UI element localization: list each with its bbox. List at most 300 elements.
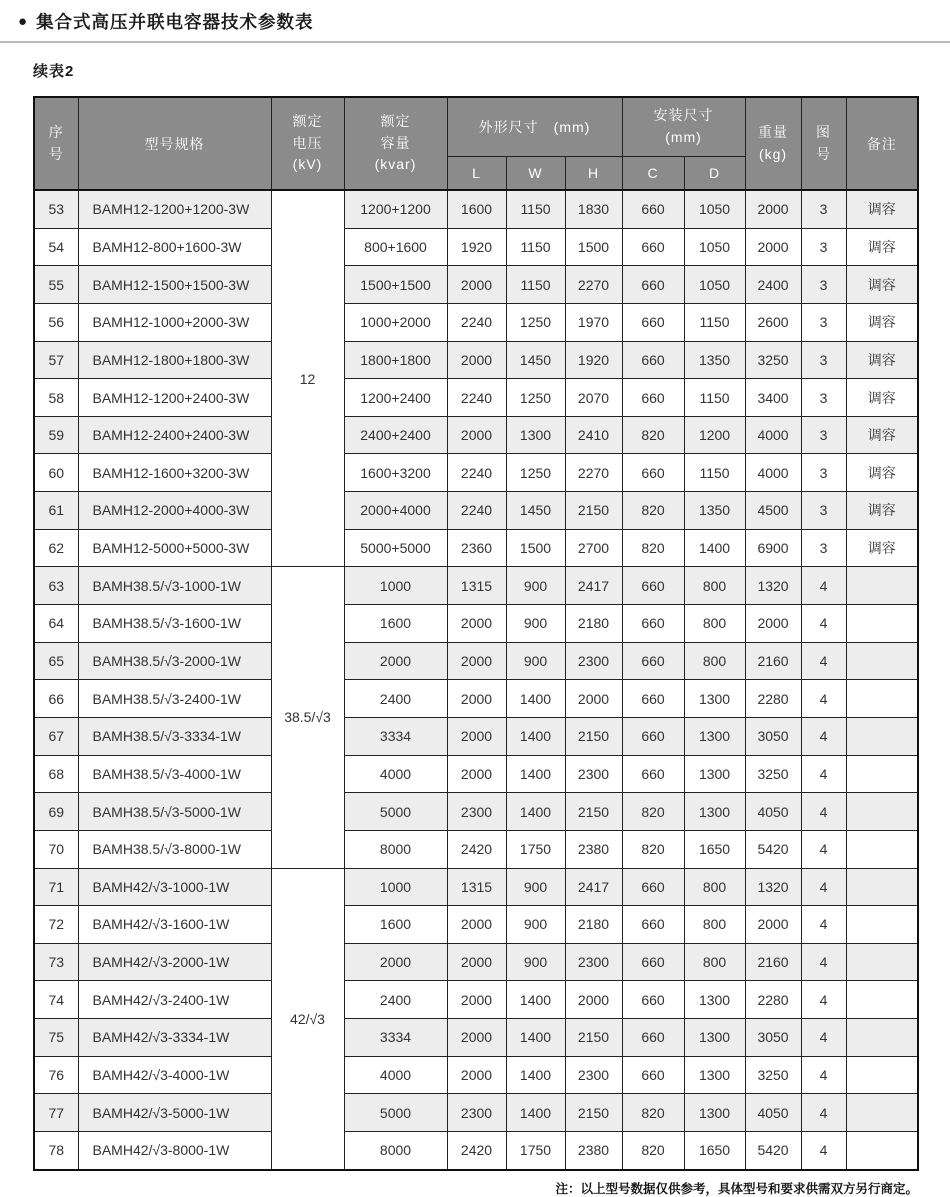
- cell-capacity: 2000: [344, 642, 447, 680]
- cell-dim-h: 1920: [565, 341, 622, 379]
- cell-install-c: 660: [622, 454, 684, 492]
- cell-dim-h: 1500: [565, 228, 622, 266]
- cell-weight: 3250: [745, 341, 801, 379]
- header-rated-voltage: 额定 电压 (kV): [271, 97, 344, 190]
- cell-remark: 调容: [846, 303, 918, 341]
- cell-figure: 4: [801, 1132, 846, 1170]
- cell-install-d: 1300: [684, 1019, 745, 1057]
- cell-dim-w: 1400: [506, 717, 565, 755]
- spec-table: [33, 96, 919, 1171]
- table-row: [34, 981, 918, 1019]
- cell-capacity: 8000: [344, 830, 447, 868]
- header-install-d: D: [684, 157, 745, 191]
- cell-install-c: 660: [622, 680, 684, 718]
- cell-remark: [846, 906, 918, 944]
- cell-model: BAMH42/√3-5000-1W: [78, 1094, 271, 1132]
- cell-weight: 3050: [745, 1019, 801, 1057]
- cell-weight: 5420: [745, 1132, 801, 1170]
- cell-seq: 65: [34, 642, 78, 680]
- cell-seq: 53: [34, 190, 78, 228]
- cell-seq: 62: [34, 529, 78, 567]
- cell-remark: [846, 868, 918, 906]
- cell-dim-h: 2380: [565, 1132, 622, 1170]
- continued-table-label: 续表2: [33, 63, 75, 80]
- cell-remark: [846, 605, 918, 643]
- cell-capacity: 5000: [344, 1094, 447, 1132]
- cell-capacity: 5000+5000: [344, 529, 447, 567]
- cell-model: BAMH38.5/√3-2000-1W: [78, 642, 271, 680]
- cell-remark: [846, 1132, 918, 1170]
- cell-install-c: 660: [622, 868, 684, 906]
- header-dim-l: L: [447, 157, 506, 191]
- table-row: [34, 830, 918, 868]
- cell-dim-l: 2300: [447, 1094, 506, 1132]
- table-row: [34, 567, 918, 605]
- cell-weight: 4500: [745, 492, 801, 530]
- cell-model: BAMH42/√3-3334-1W: [78, 1019, 271, 1057]
- cell-model: BAMH12-5000+5000-3W: [78, 529, 271, 567]
- cell-remark: 调容: [846, 416, 918, 454]
- cell-weight: 2000: [745, 605, 801, 643]
- cell-install-c: 660: [622, 717, 684, 755]
- cell-capacity: 1000: [344, 567, 447, 605]
- cell-figure: 4: [801, 755, 846, 793]
- cell-dim-h: 2150: [565, 1019, 622, 1057]
- cell-dim-w: 1400: [506, 755, 565, 793]
- cell-dim-h: 2417: [565, 567, 622, 605]
- cell-install-d: 800: [684, 868, 745, 906]
- cell-dim-w: 1400: [506, 1094, 565, 1132]
- cell-model: BAMH38.5/√3-8000-1W: [78, 830, 271, 868]
- cell-dim-h: 2300: [565, 943, 622, 981]
- cell-seq: 59: [34, 416, 78, 454]
- table-body: [34, 190, 918, 1170]
- cell-seq: 67: [34, 717, 78, 755]
- cell-install-d: 800: [684, 906, 745, 944]
- cell-model: BAMH12-1800+1800-3W: [78, 341, 271, 379]
- cell-install-d: 800: [684, 605, 745, 643]
- cell-capacity: 8000: [344, 1132, 447, 1170]
- cell-dim-w: 900: [506, 605, 565, 643]
- cell-model: BAMH12-800+1600-3W: [78, 228, 271, 266]
- cell-dim-w: 1400: [506, 680, 565, 718]
- cell-dim-l: 1315: [447, 567, 506, 605]
- cell-figure: 4: [801, 1019, 846, 1057]
- cell-install-d: 800: [684, 943, 745, 981]
- header-outline-dims-group: 外形尺寸 (mm): [447, 97, 622, 157]
- cell-remark: 调容: [846, 266, 918, 304]
- cell-capacity: 1000: [344, 868, 447, 906]
- header-install-dims-group: 安装尺寸 (mm): [622, 97, 745, 157]
- cell-install-d: 800: [684, 567, 745, 605]
- cell-dim-l: 2000: [447, 1019, 506, 1057]
- cell-dim-w: 1150: [506, 228, 565, 266]
- cell-dim-l: 2000: [447, 341, 506, 379]
- cell-capacity: 1800+1800: [344, 341, 447, 379]
- table-row: [34, 416, 918, 454]
- cell-install-c: 660: [622, 755, 684, 793]
- cell-dim-l: 2240: [447, 303, 506, 341]
- cell-dim-h: 2150: [565, 1094, 622, 1132]
- cell-seq: 63: [34, 567, 78, 605]
- cell-dim-l: 2000: [447, 266, 506, 304]
- cell-dim-w: 1450: [506, 341, 565, 379]
- cell-weight: 4000: [745, 454, 801, 492]
- cell-seq: 57: [34, 341, 78, 379]
- cell-install-c: 660: [622, 266, 684, 304]
- cell-install-d: 800: [684, 642, 745, 680]
- cell-weight: 2000: [745, 906, 801, 944]
- table-row: [34, 1019, 918, 1057]
- table-row: [34, 642, 918, 680]
- cell-figure: 3: [801, 529, 846, 567]
- cell-seq: 60: [34, 454, 78, 492]
- cell-install-c: 660: [622, 943, 684, 981]
- table-row: [34, 190, 918, 228]
- cell-install-c: 660: [622, 303, 684, 341]
- table-row: [34, 529, 918, 567]
- bullet-icon: ●: [18, 13, 29, 30]
- cell-model: BAMH12-2000+4000-3W: [78, 492, 271, 530]
- cell-dim-l: 2000: [447, 981, 506, 1019]
- cell-figure: 4: [801, 906, 846, 944]
- cell-weight: 1320: [745, 868, 801, 906]
- cell-install-d: 1300: [684, 1056, 745, 1094]
- cell-dim-w: 900: [506, 567, 565, 605]
- cell-model: BAMH38.5/√3-3334-1W: [78, 717, 271, 755]
- cell-install-c: 660: [622, 981, 684, 1019]
- cell-dim-w: 1750: [506, 1132, 565, 1170]
- table-row: [34, 454, 918, 492]
- header-seq: 序 号: [34, 97, 78, 190]
- cell-weight: 2160: [745, 943, 801, 981]
- table-row: [34, 717, 918, 755]
- cell-install-c: 820: [622, 416, 684, 454]
- cell-install-d: 1300: [684, 680, 745, 718]
- cell-install-c: 660: [622, 906, 684, 944]
- cell-dim-w: 1500: [506, 529, 565, 567]
- cell-remark: 调容: [846, 379, 918, 417]
- cell-weight: 4000: [745, 416, 801, 454]
- cell-dim-w: 1250: [506, 379, 565, 417]
- cell-install-c: 660: [622, 341, 684, 379]
- cell-model: BAMH42/√3-2000-1W: [78, 943, 271, 981]
- cell-install-d: 1400: [684, 529, 745, 567]
- cell-weight: 2160: [745, 642, 801, 680]
- cell-weight: 4050: [745, 793, 801, 831]
- cell-model: BAMH42/√3-2400-1W: [78, 981, 271, 1019]
- cell-install-c: 660: [622, 642, 684, 680]
- cell-dim-h: 2070: [565, 379, 622, 417]
- cell-model: BAMH38.5/√3-5000-1W: [78, 793, 271, 831]
- cell-dim-h: 2700: [565, 529, 622, 567]
- cell-weight: 2280: [745, 680, 801, 718]
- cell-dim-l: 2000: [447, 416, 506, 454]
- cell-dim-l: 2000: [447, 943, 506, 981]
- cell-remark: 调容: [846, 529, 918, 567]
- cell-weight: 2400: [745, 266, 801, 304]
- cell-remark: [846, 717, 918, 755]
- cell-install-c: 820: [622, 1132, 684, 1170]
- cell-figure: 4: [801, 1094, 846, 1132]
- cell-dim-l: 2000: [447, 717, 506, 755]
- table-row: [34, 266, 918, 304]
- table-row: [34, 492, 918, 530]
- cell-capacity: 2400: [344, 680, 447, 718]
- cell-weight: 1320: [745, 567, 801, 605]
- cell-capacity: 3334: [344, 1019, 447, 1057]
- header-remark: 备注: [846, 97, 918, 190]
- cell-voltage: 38.5/√3: [271, 567, 344, 868]
- cell-seq: 55: [34, 266, 78, 304]
- cell-figure: 3: [801, 454, 846, 492]
- cell-install-d: 1200: [684, 416, 745, 454]
- cell-dim-l: 2000: [447, 605, 506, 643]
- cell-remark: [846, 1056, 918, 1094]
- cell-figure: 4: [801, 981, 846, 1019]
- cell-dim-h: 2417: [565, 868, 622, 906]
- cell-remark: [846, 680, 918, 718]
- cell-seq: 68: [34, 755, 78, 793]
- header-figure-no: 图 号: [801, 97, 846, 190]
- cell-dim-l: 2000: [447, 642, 506, 680]
- cell-seq: 72: [34, 906, 78, 944]
- cell-install-d: 1300: [684, 793, 745, 831]
- cell-remark: [846, 642, 918, 680]
- cell-capacity: 2400+2400: [344, 416, 447, 454]
- cell-weight: 2600: [745, 303, 801, 341]
- cell-figure: 4: [801, 868, 846, 906]
- cell-model: BAMH38.5/√3-1600-1W: [78, 605, 271, 643]
- cell-dim-w: 1400: [506, 981, 565, 1019]
- cell-install-d: 1150: [684, 379, 745, 417]
- cell-model: BAMH12-1200+2400-3W: [78, 379, 271, 417]
- cell-dim-l: 2420: [447, 830, 506, 868]
- cell-remark: [846, 755, 918, 793]
- cell-dim-l: 1920: [447, 228, 506, 266]
- cell-capacity: 1200+1200: [344, 190, 447, 228]
- cell-seq: 61: [34, 492, 78, 530]
- cell-figure: 4: [801, 717, 846, 755]
- cell-remark: 调容: [846, 228, 918, 266]
- table-row: [34, 228, 918, 266]
- cell-dim-l: 2300: [447, 793, 506, 831]
- cell-figure: 4: [801, 680, 846, 718]
- cell-install-d: 1300: [684, 755, 745, 793]
- cell-install-c: 820: [622, 1094, 684, 1132]
- cell-dim-l: 2360: [447, 529, 506, 567]
- cell-capacity: 2400: [344, 981, 447, 1019]
- cell-weight: 2000: [745, 190, 801, 228]
- cell-figure: 3: [801, 190, 846, 228]
- table-row: [34, 303, 918, 341]
- header-dim-w: W: [506, 157, 565, 191]
- cell-install-c: 660: [622, 228, 684, 266]
- header-rated-capacity: 额定 容量 (kvar): [344, 97, 447, 190]
- cell-dim-l: 1600: [447, 190, 506, 228]
- cell-dim-h: 2150: [565, 492, 622, 530]
- cell-remark: [846, 981, 918, 1019]
- cell-model: BAMH12-1000+2000-3W: [78, 303, 271, 341]
- cell-seq: 54: [34, 228, 78, 266]
- cell-remark: 调容: [846, 341, 918, 379]
- cell-dim-h: 2150: [565, 793, 622, 831]
- cell-figure: 3: [801, 416, 846, 454]
- cell-install-d: 1050: [684, 266, 745, 304]
- cell-seq: 77: [34, 1094, 78, 1132]
- cell-model: BAMH38.5/√3-2400-1W: [78, 680, 271, 718]
- cell-weight: 6900: [745, 529, 801, 567]
- cell-figure: 3: [801, 341, 846, 379]
- cell-capacity: 1200+2400: [344, 379, 447, 417]
- cell-seq: 78: [34, 1132, 78, 1170]
- header-install-c: C: [622, 157, 684, 191]
- table-row: [34, 943, 918, 981]
- cell-capacity: 2000: [344, 943, 447, 981]
- cell-dim-w: 1300: [506, 416, 565, 454]
- cell-dim-l: 2240: [447, 379, 506, 417]
- cell-install-c: 660: [622, 190, 684, 228]
- cell-seq: 69: [34, 793, 78, 831]
- cell-voltage: 12: [271, 190, 344, 567]
- cell-model: BAMH38.5/√3-1000-1W: [78, 567, 271, 605]
- cell-weight: 4050: [745, 1094, 801, 1132]
- cell-dim-l: 2000: [447, 755, 506, 793]
- cell-remark: 调容: [846, 454, 918, 492]
- cell-model: BAMH42/√3-1600-1W: [78, 906, 271, 944]
- cell-model: BAMH38.5/√3-4000-1W: [78, 755, 271, 793]
- cell-dim-w: 1400: [506, 793, 565, 831]
- cell-dim-w: 1400: [506, 1019, 565, 1057]
- cell-install-c: 820: [622, 793, 684, 831]
- cell-install-c: 660: [622, 379, 684, 417]
- cell-capacity: 3334: [344, 717, 447, 755]
- table-row: [34, 605, 918, 643]
- cell-dim-h: 2300: [565, 755, 622, 793]
- cell-figure: 4: [801, 1056, 846, 1094]
- cell-dim-l: 1315: [447, 868, 506, 906]
- cell-weight: 5420: [745, 830, 801, 868]
- cell-install-d: 1300: [684, 1094, 745, 1132]
- cell-weight: 3400: [745, 379, 801, 417]
- cell-dim-h: 1830: [565, 190, 622, 228]
- table-header: [34, 97, 918, 190]
- cell-install-c: 820: [622, 492, 684, 530]
- cell-seq: 73: [34, 943, 78, 981]
- table-row: [34, 341, 918, 379]
- cell-remark: 调容: [846, 492, 918, 530]
- cell-dim-l: 2420: [447, 1132, 506, 1170]
- cell-dim-h: 2300: [565, 1056, 622, 1094]
- cell-weight: 3250: [745, 755, 801, 793]
- cell-dim-h: 2180: [565, 906, 622, 944]
- cell-install-c: 660: [622, 567, 684, 605]
- cell-model: BAMH12-1200+1200-3W: [78, 190, 271, 228]
- cell-seq: 71: [34, 868, 78, 906]
- cell-install-d: 1150: [684, 303, 745, 341]
- cell-dim-h: 2180: [565, 605, 622, 643]
- cell-install-d: 1650: [684, 1132, 745, 1170]
- cell-capacity: 1000+2000: [344, 303, 447, 341]
- cell-capacity: 2000+4000: [344, 492, 447, 530]
- table-row: [34, 868, 918, 906]
- table-row: [34, 379, 918, 417]
- cell-dim-l: 2240: [447, 454, 506, 492]
- cell-dim-w: 1150: [506, 266, 565, 304]
- header-dim-h: H: [565, 157, 622, 191]
- cell-capacity: 5000: [344, 793, 447, 831]
- cell-model: BAMH12-1600+3200-3W: [78, 454, 271, 492]
- cell-dim-w: 1750: [506, 830, 565, 868]
- cell-seq: 74: [34, 981, 78, 1019]
- cell-figure: 4: [801, 830, 846, 868]
- cell-dim-h: 2270: [565, 266, 622, 304]
- cell-install-d: 1300: [684, 717, 745, 755]
- cell-install-c: 660: [622, 1019, 684, 1057]
- table-row: [34, 1094, 918, 1132]
- cell-figure: 4: [801, 793, 846, 831]
- footnote: 注：以上型号数据仅供参考，具体型号和要求供需双方另行商定。: [555, 1181, 918, 1196]
- table-row: [34, 680, 918, 718]
- cell-dim-w: 1450: [506, 492, 565, 530]
- cell-remark: [846, 943, 918, 981]
- cell-model: BAMH42/√3-4000-1W: [78, 1056, 271, 1094]
- cell-dim-w: 1250: [506, 454, 565, 492]
- cell-dim-h: 2300: [565, 642, 622, 680]
- cell-figure: 4: [801, 642, 846, 680]
- cell-install-c: 660: [622, 1056, 684, 1094]
- cell-capacity: 1600+3200: [344, 454, 447, 492]
- cell-remark: [846, 567, 918, 605]
- table-row: [34, 1056, 918, 1094]
- cell-dim-l: 2000: [447, 1056, 506, 1094]
- cell-remark: [846, 1019, 918, 1057]
- cell-seq: 76: [34, 1056, 78, 1094]
- cell-seq: 66: [34, 680, 78, 718]
- cell-capacity: 1500+1500: [344, 266, 447, 304]
- cell-seq: 70: [34, 830, 78, 868]
- cell-model: BAMH12-1500+1500-3W: [78, 266, 271, 304]
- cell-capacity: 1600: [344, 906, 447, 944]
- cell-dim-h: 2000: [565, 981, 622, 1019]
- cell-seq: 75: [34, 1019, 78, 1057]
- cell-install-d: 1350: [684, 341, 745, 379]
- cell-dim-l: 2240: [447, 492, 506, 530]
- cell-remark: [846, 1094, 918, 1132]
- cell-remark: [846, 830, 918, 868]
- cell-capacity: 1600: [344, 605, 447, 643]
- cell-figure: 3: [801, 379, 846, 417]
- cell-install-d: 1050: [684, 228, 745, 266]
- cell-capacity: 800+1600: [344, 228, 447, 266]
- table-row: [34, 1132, 918, 1170]
- cell-install-c: 820: [622, 830, 684, 868]
- cell-dim-l: 2000: [447, 906, 506, 944]
- cell-dim-h: 1970: [565, 303, 622, 341]
- cell-model: BAMH12-2400+2400-3W: [78, 416, 271, 454]
- table-row: [34, 793, 918, 831]
- cell-remark: 调容: [846, 190, 918, 228]
- cell-weight: 3050: [745, 717, 801, 755]
- cell-figure: 3: [801, 228, 846, 266]
- cell-install-d: 1150: [684, 454, 745, 492]
- cell-dim-h: 2270: [565, 454, 622, 492]
- cell-dim-h: 2150: [565, 717, 622, 755]
- cell-capacity: 4000: [344, 755, 447, 793]
- cell-install-c: 660: [622, 605, 684, 643]
- cell-model: BAMH42/√3-8000-1W: [78, 1132, 271, 1170]
- cell-dim-w: 900: [506, 943, 565, 981]
